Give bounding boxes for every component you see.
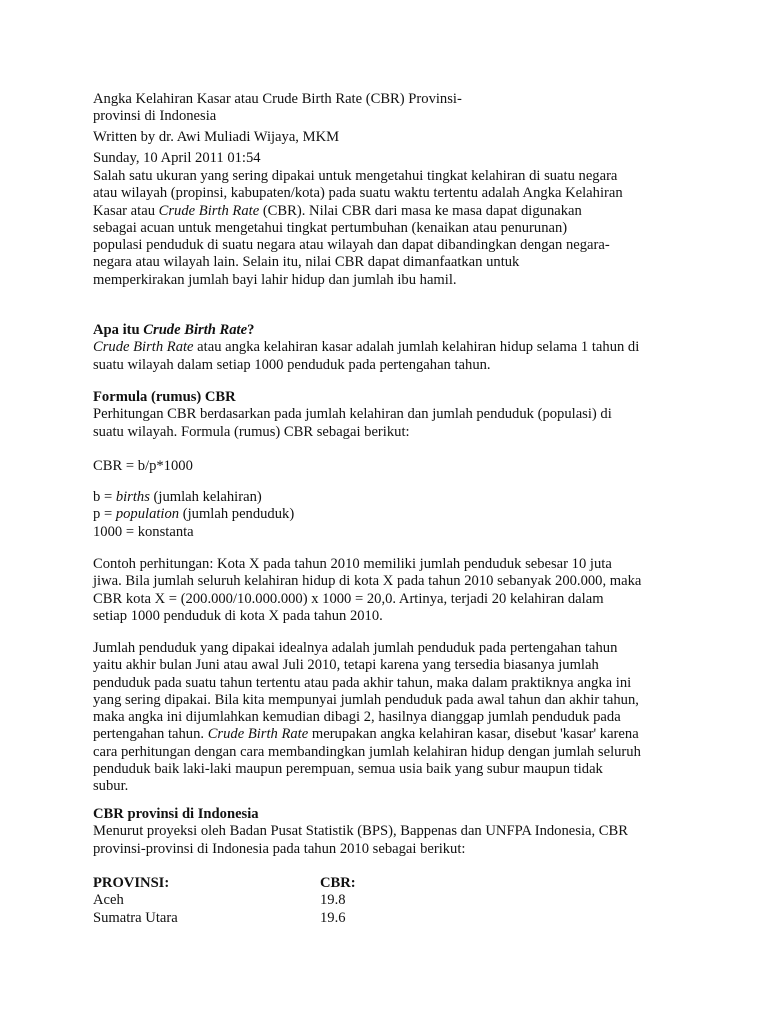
paragraph-line: penduduk baik laki-laki maupun perempuan, semua usia baik yang subur maupun tidak [93, 761, 603, 778]
intro-line: negara atau wilayah lain. Selain itu, nilai CBR dapat dimanfaatkan untuk [93, 254, 520, 271]
legend-line: 1000 = konstanta [93, 523, 194, 540]
section-what-is-cbr [93, 322, 693, 374]
paragraph-line: cara perhitungan dengan cara membandingkan jumlah kelahiran hidup dengan jumlah seluruh [93, 743, 641, 760]
intro-paragraph [93, 168, 693, 289]
paragraph-line: pertengahan tahun. Crude Birth Rate merupakan angka kelahiran kasar, disebut 'kasar' karena [93, 726, 639, 743]
paragraph-line: Contoh perhitungan: Kota X pada tahun 2010 memiliki jumlah penduduk sebesar 10 juta [93, 556, 612, 572]
cbr-cell: 19.6 [320, 909, 346, 926]
table-row [93, 892, 693, 909]
paragraph-line: provinsi-provinsi di Indonesia pada tahun 2010 sebagai berikut: [93, 840, 466, 857]
author-line [93, 129, 693, 146]
formula [93, 458, 693, 475]
intro-line: Kasar atau Crude Birth Rate (CBR). Nilai CBR dari masa ke masa dapat digunakan [93, 202, 582, 219]
paragraph-line: Jumlah penduduk yang dipakai idealnya adalah jumlah penduduk pada pertengahan tahun [93, 640, 618, 656]
column-header-province: PROVINSI: [93, 875, 170, 891]
paragraph-line: CBR kota X = (200.000/10.000.000) x 1000 = 20,0. Artinya, terjadi 20 kelahiran dalam [93, 590, 604, 607]
intro-line: sebagai acuan untuk mengetahui tingkat pertumbuhan (kenaikan atau penurunan) [93, 219, 568, 236]
intro-line: populasi penduduk di suatu negara atau wilayah dan dapat dibandingkan dengan negara- [93, 237, 610, 254]
cbr-cell: 19.8 [320, 892, 346, 909]
section-heading: Apa itu Crude Birth Rate? [93, 322, 255, 338]
paragraph-line: setiap 1000 penduduk di kota X pada tahun 2010. [93, 607, 383, 624]
paragraph-line: penduduk pada suatu tahun tertentu atau pada akhir tahun, maka dalam praktiknya angka ini [93, 674, 632, 691]
table-header-row [93, 875, 693, 892]
province-cell: Sumatra Utara [93, 909, 178, 926]
notes-paragraph [93, 640, 693, 796]
paragraph-line: yang sering dipakai. Bila kita mempunyai jumlah penduduk pada awal tahun dan akhir tahun, [93, 691, 639, 708]
section-heading: Formula (rumus) CBR [93, 389, 236, 405]
paragraph-line: Perhitungan CBR berdasarkan pada jumlah kelahiran dan jumlah penduduk (populasi) di [93, 406, 612, 423]
paragraph-line: suatu wilayah. Formula (rumus) CBR sebagai berikut: [93, 423, 410, 440]
intro-line: memperkirakan jumlah bayi lahir hidup dan jumlah ibu hamil. [93, 271, 457, 288]
cbr-table [93, 875, 693, 927]
intro-line: atau wilayah (propinsi, kabupaten/kota) pada suatu waktu tertentu adalah Angka Kelahiran [93, 185, 623, 202]
author: Written by dr. Awi Muliadi Wijaya, MKM [93, 129, 340, 145]
document-title-line-2: provinsi di Indonesia [93, 108, 217, 125]
paragraph-line: maka angka ini dijumlahkan kemudian dibagi 2, hasilnya dianggap jumlah penduduk pada [93, 709, 621, 726]
section-formula [93, 389, 693, 441]
document-title-line-1: Angka Kelahiran Kasar atau Crude Birth Rate (CBR) Provinsi- [93, 91, 462, 107]
formula-text: CBR = b/p*1000 [93, 458, 193, 474]
paragraph-line: suatu wilayah dalam setiap 1000 penduduk pada pertengahan tahun. [93, 356, 491, 373]
paragraph-line: yaitu akhir bulan Juni atau awal Juli 2010, tetapi karena yang tersedia biasanya jumlah [93, 657, 599, 674]
table-row [93, 910, 693, 927]
document-header [93, 91, 693, 126]
province-cell: Aceh [93, 892, 124, 909]
column-header-cbr: CBR: [320, 875, 356, 891]
intro-line: Salah satu ukuran yang sering dipakai untuk mengetahui tingkat kelahiran di suatu negara [93, 168, 618, 184]
legend-line: p = population (jumlah penduduk) [93, 506, 295, 523]
section-heading: CBR provinsi di Indonesia [93, 806, 259, 822]
section-cbr-indonesia [93, 806, 693, 858]
formula-legend [93, 489, 693, 541]
paragraph-line: jiwa. Bila jumlah seluruh kelahiran hidup di kota X pada tahun 2010 sebanyak 200.000, maka [93, 573, 642, 590]
paragraph-line: Crude Birth Rate atau angka kelahiran kasar adalah jumlah kelahiran hidup selama 1 tahun di [93, 339, 640, 356]
date-line [93, 150, 693, 167]
example-paragraph [93, 556, 693, 625]
paragraph-line: subur. [93, 778, 129, 795]
publish-date: Sunday, 10 April 2011 01:54 [93, 150, 261, 166]
legend-line: b = births (jumlah kelahiran) [93, 489, 262, 505]
paragraph-line: Menurut proyeksi oleh Badan Pusat Statistik (BPS), Bappenas dan UNFPA Indonesia, CBR [93, 823, 628, 840]
